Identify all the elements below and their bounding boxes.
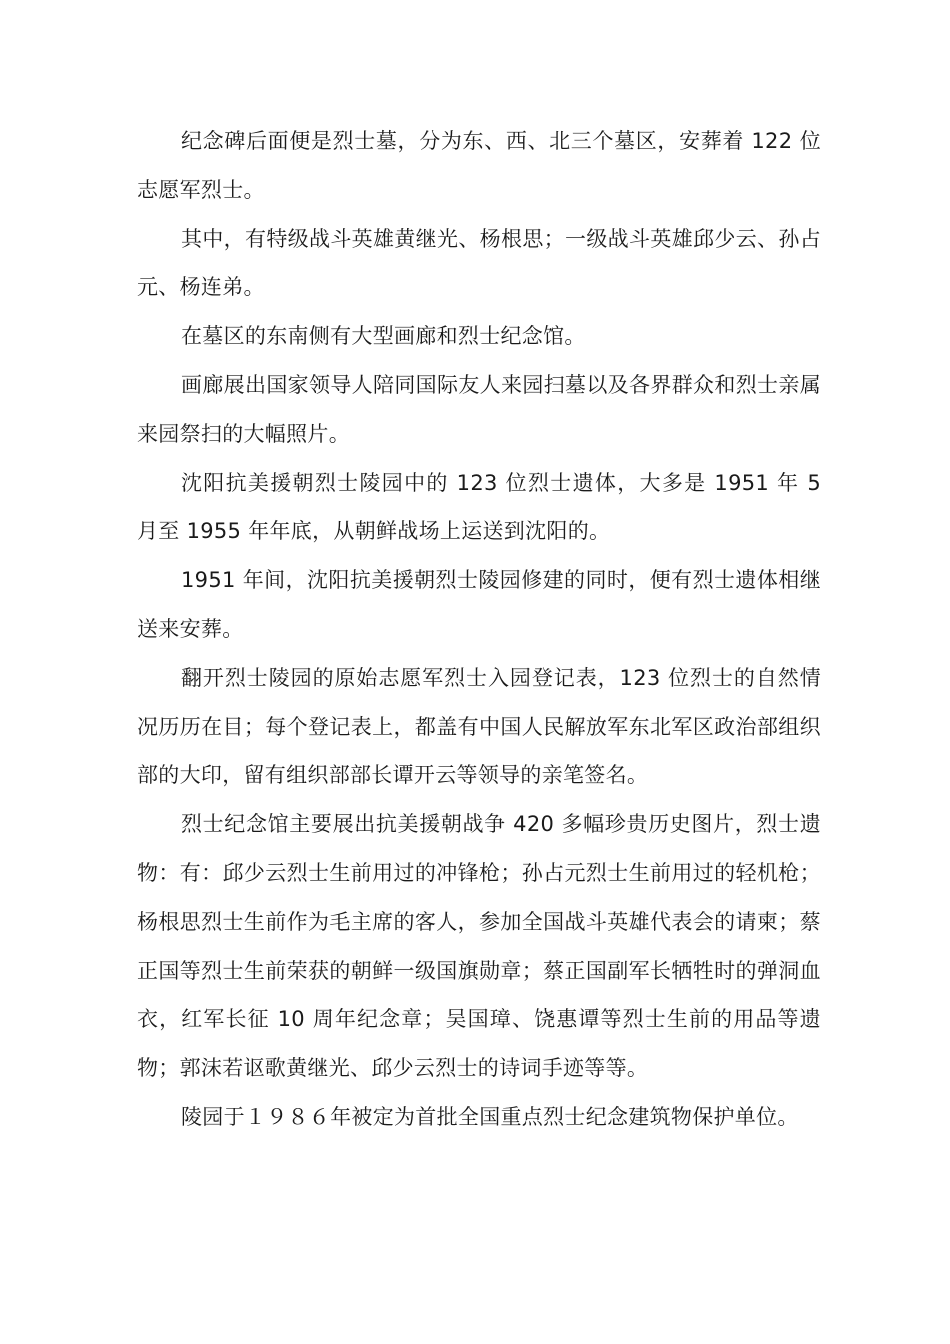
paragraph-1: 纪念碑后面便是烈士墓，分为东、西、北三个墓区，安葬着 122 位志愿军烈士。	[137, 129, 821, 202]
paragraph-6: 1951 年间，沈阳抗美援朝烈士陵园修建的同时，便有烈士遗体相继送来安葬。	[137, 568, 821, 641]
paragraph-2: 其中，有特级战斗英雄黄继光、杨根思；一级战斗英雄邱少云、孙占元、杨连弟。	[137, 226, 821, 300]
document-body	[137, 117, 821, 1142]
paragraph-8: 烈士纪念馆主要展出抗美援朝战争 420 多幅珍贵历史图片，烈士遗物：有：邱少云烈士生前用过的冲锋枪；孙占元烈士生前用过的轻机枪；杨根思烈士生前作为毛主席的客人，参加全国战斗英雄代表会的请柬；蔡正国等烈士生前荣获的朝鲜一级国旗勋章；蔡正国副军长牺牲时的弹洞血衣，红军长征 10 周年纪念章；吴国璋、饶惠谭等烈士生前的用品等遗物；郭沫若讴歌黄继光、邱少云烈士的诗词手迹等等。	[137, 812, 821, 1081]
paragraph-3: 在墓区的东南侧有大型画廊和烈士纪念馆。	[181, 324, 586, 349]
paragraph-7: 翻开烈士陵园的原始志愿军烈士入园登记表，123 位烈士的自然情况历历在目；每个登记表上，都盖有中国人民解放军东北军区政治部组织部的大印，留有组织部部长谭开云等领导的亲笔签名。	[137, 665, 821, 788]
paragraph-9: 陵园于１９８６年被定为首批全国重点烈士纪念建筑物保护单位。	[181, 1104, 799, 1129]
paragraph-4: 画廊展出国家领导人陪同国际友人来园扫墓以及各界群众和烈士亲属来园祭扫的大幅照片。	[137, 372, 821, 446]
paragraph-5: 沈阳抗美援朝烈士陵园中的 123 位烈士遗体，大多是 1951 年 5 月至 1955 年年底，从朝鲜战场上运送到沈阳的。	[137, 470, 821, 544]
